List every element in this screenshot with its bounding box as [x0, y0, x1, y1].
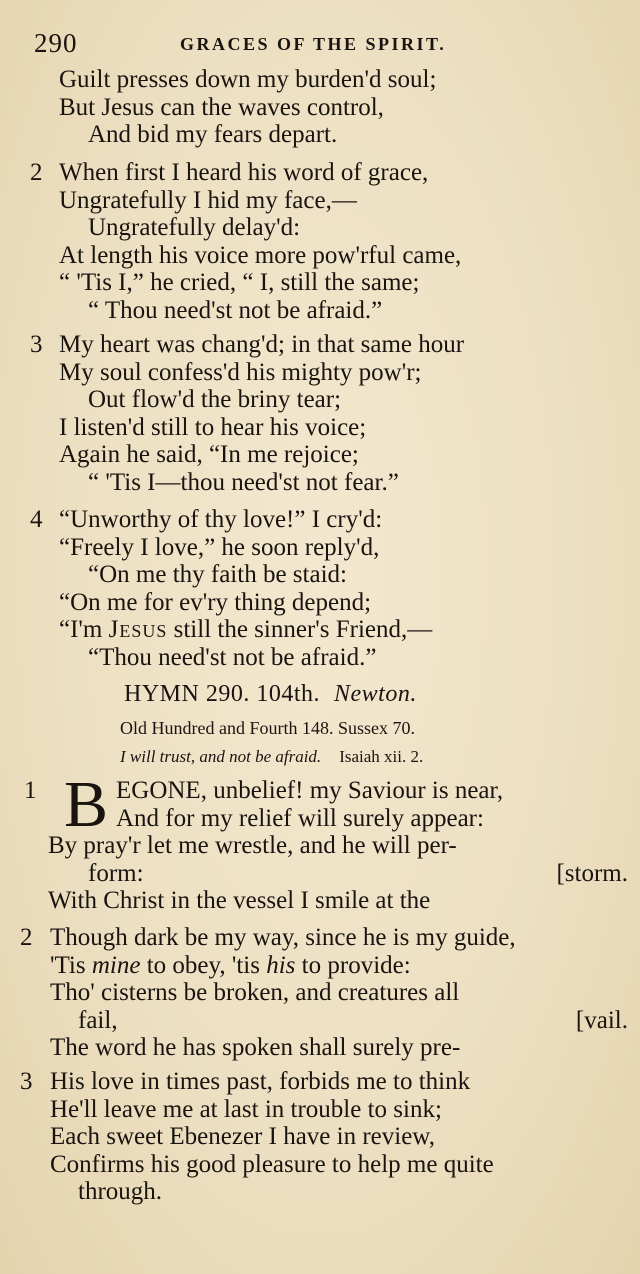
hymn-heading — [124, 681, 417, 708]
stanza-number: 3 — [30, 331, 43, 358]
verse-line: form: — [88, 859, 144, 887]
name-jesus: Jesus — [108, 616, 168, 643]
verse-line: Each sweet Ebenezer I have in review, — [50, 1123, 435, 1150]
verse-line: The word he has spoken shall surely pre- — [50, 1034, 461, 1061]
verse-line: Tho' cisterns be broken, and creatures all — [50, 979, 460, 1006]
verse-line: At length his voice more pow'rful came, — [59, 241, 462, 269]
verse-line: 'Tis mine to obey, 'tis his to provide: — [50, 951, 411, 979]
verse-line: My heart was chang'd; in that same hour — [59, 331, 465, 358]
hymn-title: HYMN 290. 104th. — [124, 681, 321, 707]
verse-line: Ungratefully delay'd: — [88, 214, 301, 241]
verse-line: Ungratefully I hid my face,— — [59, 186, 357, 214]
tune-names: Old Hundred and Fourth 148. Sussex 70. — [120, 718, 415, 738]
verse-line: “Unworthy of thy love!” I cry'd: — [59, 506, 383, 533]
verse-line: By pray'r let me wrestle, and he will per- — [48, 832, 457, 859]
scripture-reference: Isaiah xii. 2. — [339, 747, 424, 766]
scripture-epigraph — [120, 747, 423, 767]
stanza-number: 1 — [24, 777, 37, 804]
hymn-author: Newton. — [334, 681, 417, 707]
stanza-number: 2 — [30, 159, 43, 186]
hymn-stanza-2 — [0, 924, 640, 1062]
scripture-quote: I will trust, and not be afraid. — [120, 747, 322, 766]
previous-hymn-continuation — [0, 66, 640, 149]
verse-line: And bid my fears depart. — [88, 121, 338, 148]
emphasis-mine: mine — [91, 951, 141, 979]
stanza-3 — [0, 331, 640, 496]
verse-line: “I'm Jesus still the sinner's Friend,— — [59, 616, 433, 643]
verse-turnover: [vail. — [575, 1006, 628, 1034]
verse-line: I listen'd still to hear his voice; — [59, 413, 367, 441]
verse-line: through. — [78, 1178, 163, 1205]
verse-line: “ 'Tis I,” he cried, “ I, still the same; — [59, 269, 420, 296]
verse-line: “Freely I love,” he soon reply'd, — [59, 533, 380, 561]
verse-line: With Christ in the vessel I smile at the — [48, 887, 431, 914]
verse-line: Guilt presses down my burden'd soul; — [59, 66, 437, 93]
verse-line: But Jesus can the waves control, — [59, 93, 384, 121]
page-header — [34, 28, 600, 64]
stanza-number: 4 — [30, 506, 43, 533]
verse-line: “ 'Tis I—thou need'st not fear.” — [88, 468, 399, 496]
drop-cap: B — [64, 768, 109, 841]
verse-line: Again he said, “In me rejoice; — [59, 441, 359, 468]
verse-line: My soul confess'd his mighty pow'r; — [59, 358, 422, 386]
verse-line: Though dark be my way, since he is my guide, — [50, 924, 516, 951]
verse-line: When first I heard his word of grace, — [59, 159, 429, 186]
hymn-stanza-3 — [0, 1068, 640, 1206]
stanza-number: 3 — [20, 1068, 33, 1095]
verse-line: “ Thou need'st not be afraid.” — [88, 296, 383, 324]
verse-line: He'll leave me at last in trouble to sink; — [50, 1095, 442, 1123]
verse-line: fail, — [78, 1006, 118, 1034]
verse-line: EGONE, unbelief! my Saviour is near, — [116, 777, 504, 804]
verse-line: And for my relief will surely appear: — [116, 804, 484, 832]
stanza-4 — [0, 506, 640, 671]
verse-line: “Thou need'st not be afraid.” — [88, 643, 377, 671]
verse-line: Confirms his good pleasure to help me quite — [50, 1150, 494, 1178]
verse-line: “On me for ev'ry thing depend; — [59, 588, 372, 616]
verse-line: Out flow'd the briny tear; — [88, 386, 342, 413]
verse-turnover: [storm. — [556, 859, 628, 887]
page-number: 290 — [34, 28, 78, 58]
stanza-2 — [0, 159, 640, 324]
running-head: GRACES OF THE SPIRIT. — [180, 34, 447, 54]
hymn-stanza-1 — [0, 768, 640, 915]
verse-line: His love in times past, forbids me to think — [50, 1068, 471, 1095]
emphasis-his: his — [266, 951, 296, 979]
verse-line: “On me thy faith be staid: — [88, 561, 347, 588]
stanza-number: 2 — [20, 924, 33, 951]
